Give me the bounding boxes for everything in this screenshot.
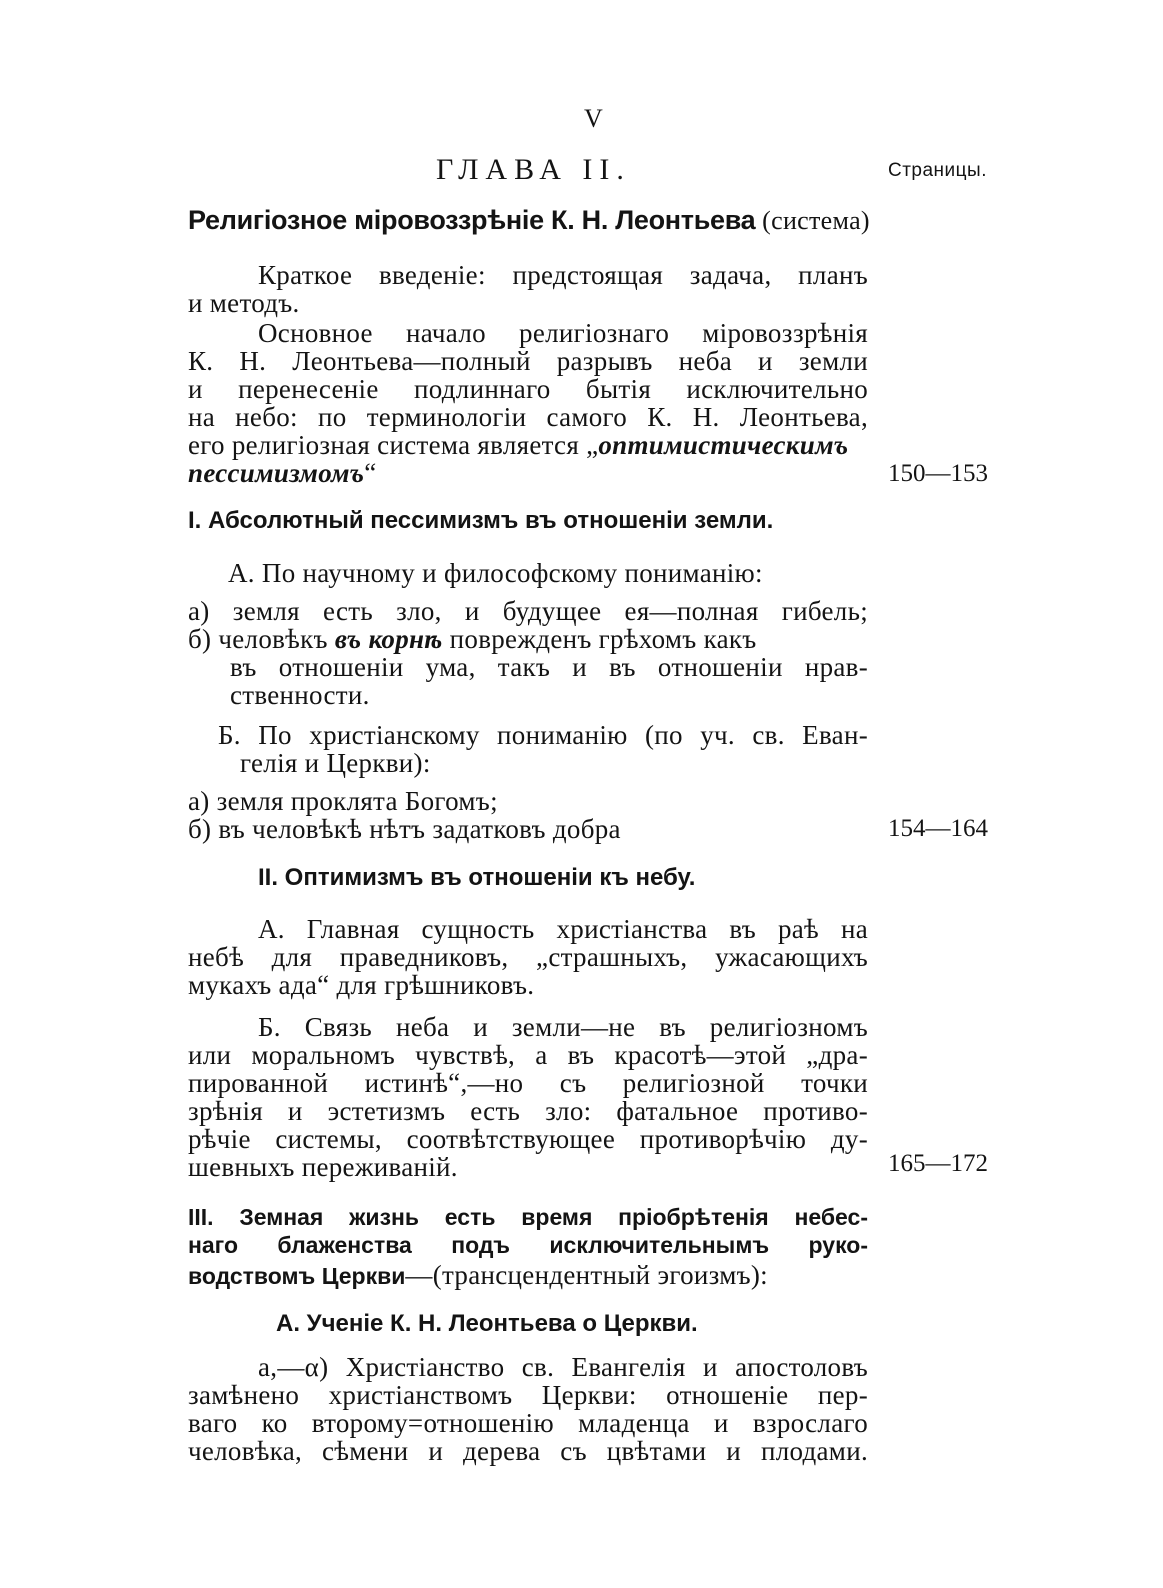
- section1-pages: 154—164: [888, 815, 988, 842]
- section3-p-line1: а,—α) Христіанство св. Евангелія и апостоловъ: [258, 1352, 868, 1382]
- intro-pages: 150—153: [888, 460, 988, 487]
- section3-p-line2: замѣнено христіанствомъ Церкви: отношеніе пер-: [188, 1380, 868, 1410]
- pages-column-label: Страницы.: [888, 160, 987, 181]
- intro-p1-line1: Краткое введеніе: предстоящая задача, планъ: [258, 260, 868, 290]
- intro-p2-line4: на небо: по терминологіи самого К. Н. Леонтьева,: [188, 402, 868, 432]
- intro-p2-line6: [188, 458, 377, 489]
- section2-pB-line5: рѣчіе системы, соотвѣтствующее противорѣчію ду-: [188, 1124, 868, 1154]
- section1-subA-item-b-cont2: ственности.: [230, 680, 370, 710]
- chapter-heading: ГЛАВА II.: [436, 153, 631, 186]
- section2-pA-line2: небѣ для праведниковъ, „страшныхъ, ужасающихъ: [188, 942, 868, 972]
- section2-heading: II. Оптимизмъ въ отношеніи къ небу.: [258, 864, 696, 891]
- section2-pB-line3: пированной истинѣ“,—но съ религіозной точки: [188, 1068, 868, 1098]
- section1-subA-heading: А. По научному и философскому пониманію:: [228, 558, 763, 588]
- section2-pB-line1: Б. Связь неба и земли—не въ религіозномъ: [258, 1012, 868, 1042]
- section1-subA-item-a: а) земля есть зло, и будущее ея—полная гибель;: [188, 596, 868, 626]
- section3-heading-line2: наго блаженства подъ исключительнымъ руко-: [188, 1232, 868, 1258]
- intro-p2-line1: Основное начало религіознаго міровоззрѣнія: [258, 318, 868, 348]
- intro-p2-line6-quote: “: [364, 458, 377, 488]
- section3-heading-line3: водствомъ Церкви—(трансцендентный эгоизмъ):: [188, 1260, 768, 1290]
- section3-p-line3: ваго ко второму=отношенію младенца и взрослаго: [188, 1408, 868, 1438]
- intro-p2-line5-plain: его религіозная система является „: [188, 430, 599, 460]
- section1-subA-item-b-italic: въ корнѣ: [334, 624, 443, 654]
- section3-p-line4: человѣка, сѣмени и дерева съ цвѣтами и плодами.: [188, 1436, 868, 1466]
- section2-pB-line2: или моральномъ чувствѣ, а въ красотѣ—этой „дра-: [188, 1040, 868, 1070]
- title-suffix: (система): [762, 206, 870, 235]
- title-main: Религіозное міровоззрѣніе К. Н. Леонтьева: [188, 205, 756, 235]
- page-marker: V: [584, 104, 604, 133]
- section-title: [188, 205, 868, 236]
- section3-subA-heading: А. Ученіе К. Н. Леонтьева о Церкви.: [276, 1310, 698, 1337]
- section1-subB-heading-line2: гелія и Церкви):: [240, 748, 431, 778]
- intro-p2-line6-italic: пессимизмомъ: [188, 458, 365, 488]
- section2-pA-line1: А. Главная сущность христіанства въ раѣ на: [258, 914, 868, 944]
- intro-p2-line2: К. Н. Леонтьева—полный разрывъ неба и земли: [188, 346, 868, 376]
- intro-p2-line5-italic: оптимистическимъ: [598, 430, 849, 460]
- section1-subB-item-b: б) въ человѣкѣ нѣтъ задатковъ добра: [188, 814, 621, 844]
- intro-p2-line5: [188, 430, 868, 461]
- section1-heading: I. Абсолютный пессимизмъ въ отношеніи земли.: [188, 507, 774, 534]
- intro-p2-line3: и перенесеніе подлиннаго бытія исключительно: [188, 374, 868, 404]
- section2-pB-line4: зрѣнія и эстетизмъ есть зло: фатальное противо-: [188, 1096, 868, 1126]
- section2-pA-line3: мукахъ ада“ для грѣшниковъ.: [188, 970, 535, 1000]
- section1-subB-heading-line1: Б. По христіанскому пониманію (по уч. св. Еван-: [218, 720, 868, 750]
- section3-heading-line1: III. Земная жизнь есть время пріобрѣтенія небес-: [188, 1204, 868, 1230]
- section2-pB-line6: шевныхъ переживаній.: [188, 1152, 458, 1182]
- intro-p1-line2: и методъ.: [188, 288, 300, 318]
- section3-heading-tail: —(трансцендентный эгоизмъ):: [405, 1260, 768, 1290]
- section2-pages: 165—172: [888, 1150, 988, 1177]
- section1-subB-item-a: а) земля проклята Богомъ;: [188, 786, 498, 816]
- section1-subA-item-b-cont1: въ отношеніи ума, такъ и въ отношеніи нрав-: [230, 652, 868, 682]
- section1-subA-item-b: б) человѣкъ въ корнѣ поврежденъ грѣхомъ какъ: [188, 624, 757, 654]
